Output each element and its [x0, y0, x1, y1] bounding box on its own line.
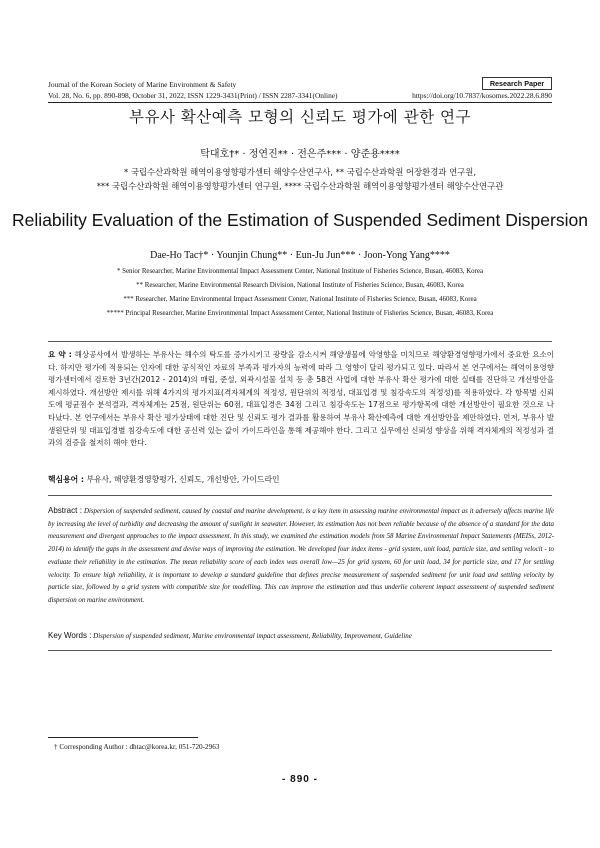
english-abstract-text: Dispersion of suspended sediment, caused by coastal and marine development, is a key item in assessing marine environmental impact as it adversely affects marine life by increasing the level of turbidity and decreasing the amount of sunlight in seawater. However, its estimation has not been reliable because of the absence of a standard for the data measurement and divergent approaches to the impact assessment. In this study, we examined the estimation models from 58 Marine Environmental Impact Statements (MEISs, 2012-2014) to identify the gaps in the assessment and devise ways of improving the estimation. We developed four index items - grid system, unit load, particle size, and settling velocit - to evaluate their reliability in the estimation. The mean reliability score of each index was overall low—25 for grid system, 60 for unit load, 34 for particle size, and 17 for settling velocity. To ensure high reliability, it is important to develop a standard guideline that defines precise measurement of suspended sediment for unit load and settling velocity by particle size, followed by a grid system with compatible size for modelling. This can improve the estimation and thus underlie coherent impact assessment of suspended sediment dispersion on marine environment. [48, 508, 554, 604]
korean-abstract-text: 해상공사에서 발생하는 부유사는 해수의 탁도를 증가시키고 광량을 감소시켜 해양생물에 악영향을 미치므로 해양환경영향평가에서 중요한 요소이다. 하지만 평가에 적용되는 인자에 대한 공식적인 자료의 부족과 평가자의 능력에 따라 그 영향이 달리 평가되고 있다. 따라서 본 연구에서는 해역이용영향평가센터에서 검토한 3년간(2012 - 2014)의 매립, 준설, 외곽시설물 설치 등 총 58건 사업에 대한 부유사 확산 평가에 대한 실태를 진단하고 개선방안을 제시하였다. 개선방안 제시를 위해 4가지의 평가지표(격자체계의 적정성, 원단위의 적정성, 대표입경 및 침강속도의 적정성)를 적용하였다. 각 항목별 신뢰도에 평균점수 분석결과, 격자체계는 25점, 원단위는 60점, 대표입경은 34점 그리고 침강속도는 17점으로 평가항목에 대한 개선방안이 필요한 것으로 나타났다. 본 연구에서는 부유사 확산 평가상태에 대한 진단 및 신뢰도 평가 결과를 활용하여 부유사 확산예측에 대한 개선방안을 제안하였다. 먼저, 부유사 발생원단위 및 대표입경별 침강속도에 대한 공신력 있는 값이 가이드라인을 통해 제공해야 한다. 그리고 실무에선 신뢰성 향상을 위해 격자체계의 적정성과 결과의 검증을 철저히 해야 한다. [48, 350, 555, 448]
article-type-badge: Research Paper [482, 77, 552, 90]
english-abstract-label: Abstract : [48, 506, 83, 515]
abstract-top-rule [48, 341, 552, 342]
corresponding-author-footnote: † Corresponding Author : dhtac@korea.kr, 051-720-2963 [54, 743, 220, 751]
page-number: - 890 - [282, 774, 318, 785]
english-keywords-text: Dispersion of suspended sediment, Marine environmental impact assessment, Reliability, Improvement, Guideline [93, 632, 412, 640]
header-rule [48, 102, 552, 103]
korean-abstract [48, 349, 554, 450]
abstract-middle-rule [48, 495, 552, 496]
english-affiliation-1: * Senior Researcher, Marine Environmental Impact Assessment Center, National Institute of Fisheries Science, Busan, 46083, Korea [116, 268, 484, 275]
doi-link[interactable]: https://doi.org/10.7837/kosomes.2022.28.6.890 [412, 91, 552, 100]
footnote-rule [48, 737, 198, 738]
volume-issn-line: Vol. 28, No. 6, pp. 890-898, October 31, 2022, ISSN 1229-3431(Print) / ISSN 2287-3341(Online) [48, 91, 338, 100]
korean-affiliation-1: * 국립수산과학원 해역이용영향평가센터 해양수산연구사, ** 국립수산과학원 어장환경과 연구원, [123, 167, 477, 177]
english-keywords-label: Key Words : [48, 631, 92, 640]
korean-keywords-text: 부유사, 해양환경영향평가, 신뢰도, 개선방안, 가이드라인 [86, 475, 280, 484]
abstract-bottom-rule [48, 650, 552, 651]
english-affiliation-3: *** Researcher, Marine Environmental Impact Assessment Center, National Institute of Fisheries Science, Busan, 46083, Korea [123, 296, 477, 303]
english-title: Reliability Evaluation of the Estimation of Suspended Sediment Dispersion [12, 210, 588, 230]
korean-keywords-label: 핵심용어 : [48, 475, 84, 484]
english-abstract [48, 505, 554, 608]
korean-authors: 탁대호†* · 정연진** · 전은주*** · 양준용**** [200, 149, 400, 160]
english-affiliation-2: ** Researcher, Marine Environmental Research Division, National Institute of Fisheries Science, Busan, 46083, Korea [136, 282, 464, 289]
korean-abstract-label: 요 약 : [48, 350, 72, 359]
english-authors: Dae-Ho Tac†* · Younjin Chung** · Eun-Ju Jun*** · Joon-Yong Yang**** [150, 250, 450, 261]
english-keywords [48, 631, 552, 640]
korean-title: 부유사 확산예측 모형의 신뢰도 평가에 관한 연구 [128, 108, 472, 126]
korean-affiliation-2: *** 국립수산과학원 해역이용영향평가센터 연구원, **** 국립수산과학원 해역이용영향평가센터 해양수산연구관 [96, 181, 504, 191]
journal-name: Journal of the Korean Society of Marine Environment & Safety [48, 80, 237, 89]
korean-keywords [48, 474, 552, 485]
english-affiliation-4: ***** Principal Researcher, Marine Environmental Impact Assessment Center, National Institute of Fisheries Science, Busan, 46083, Korea [106, 310, 494, 317]
